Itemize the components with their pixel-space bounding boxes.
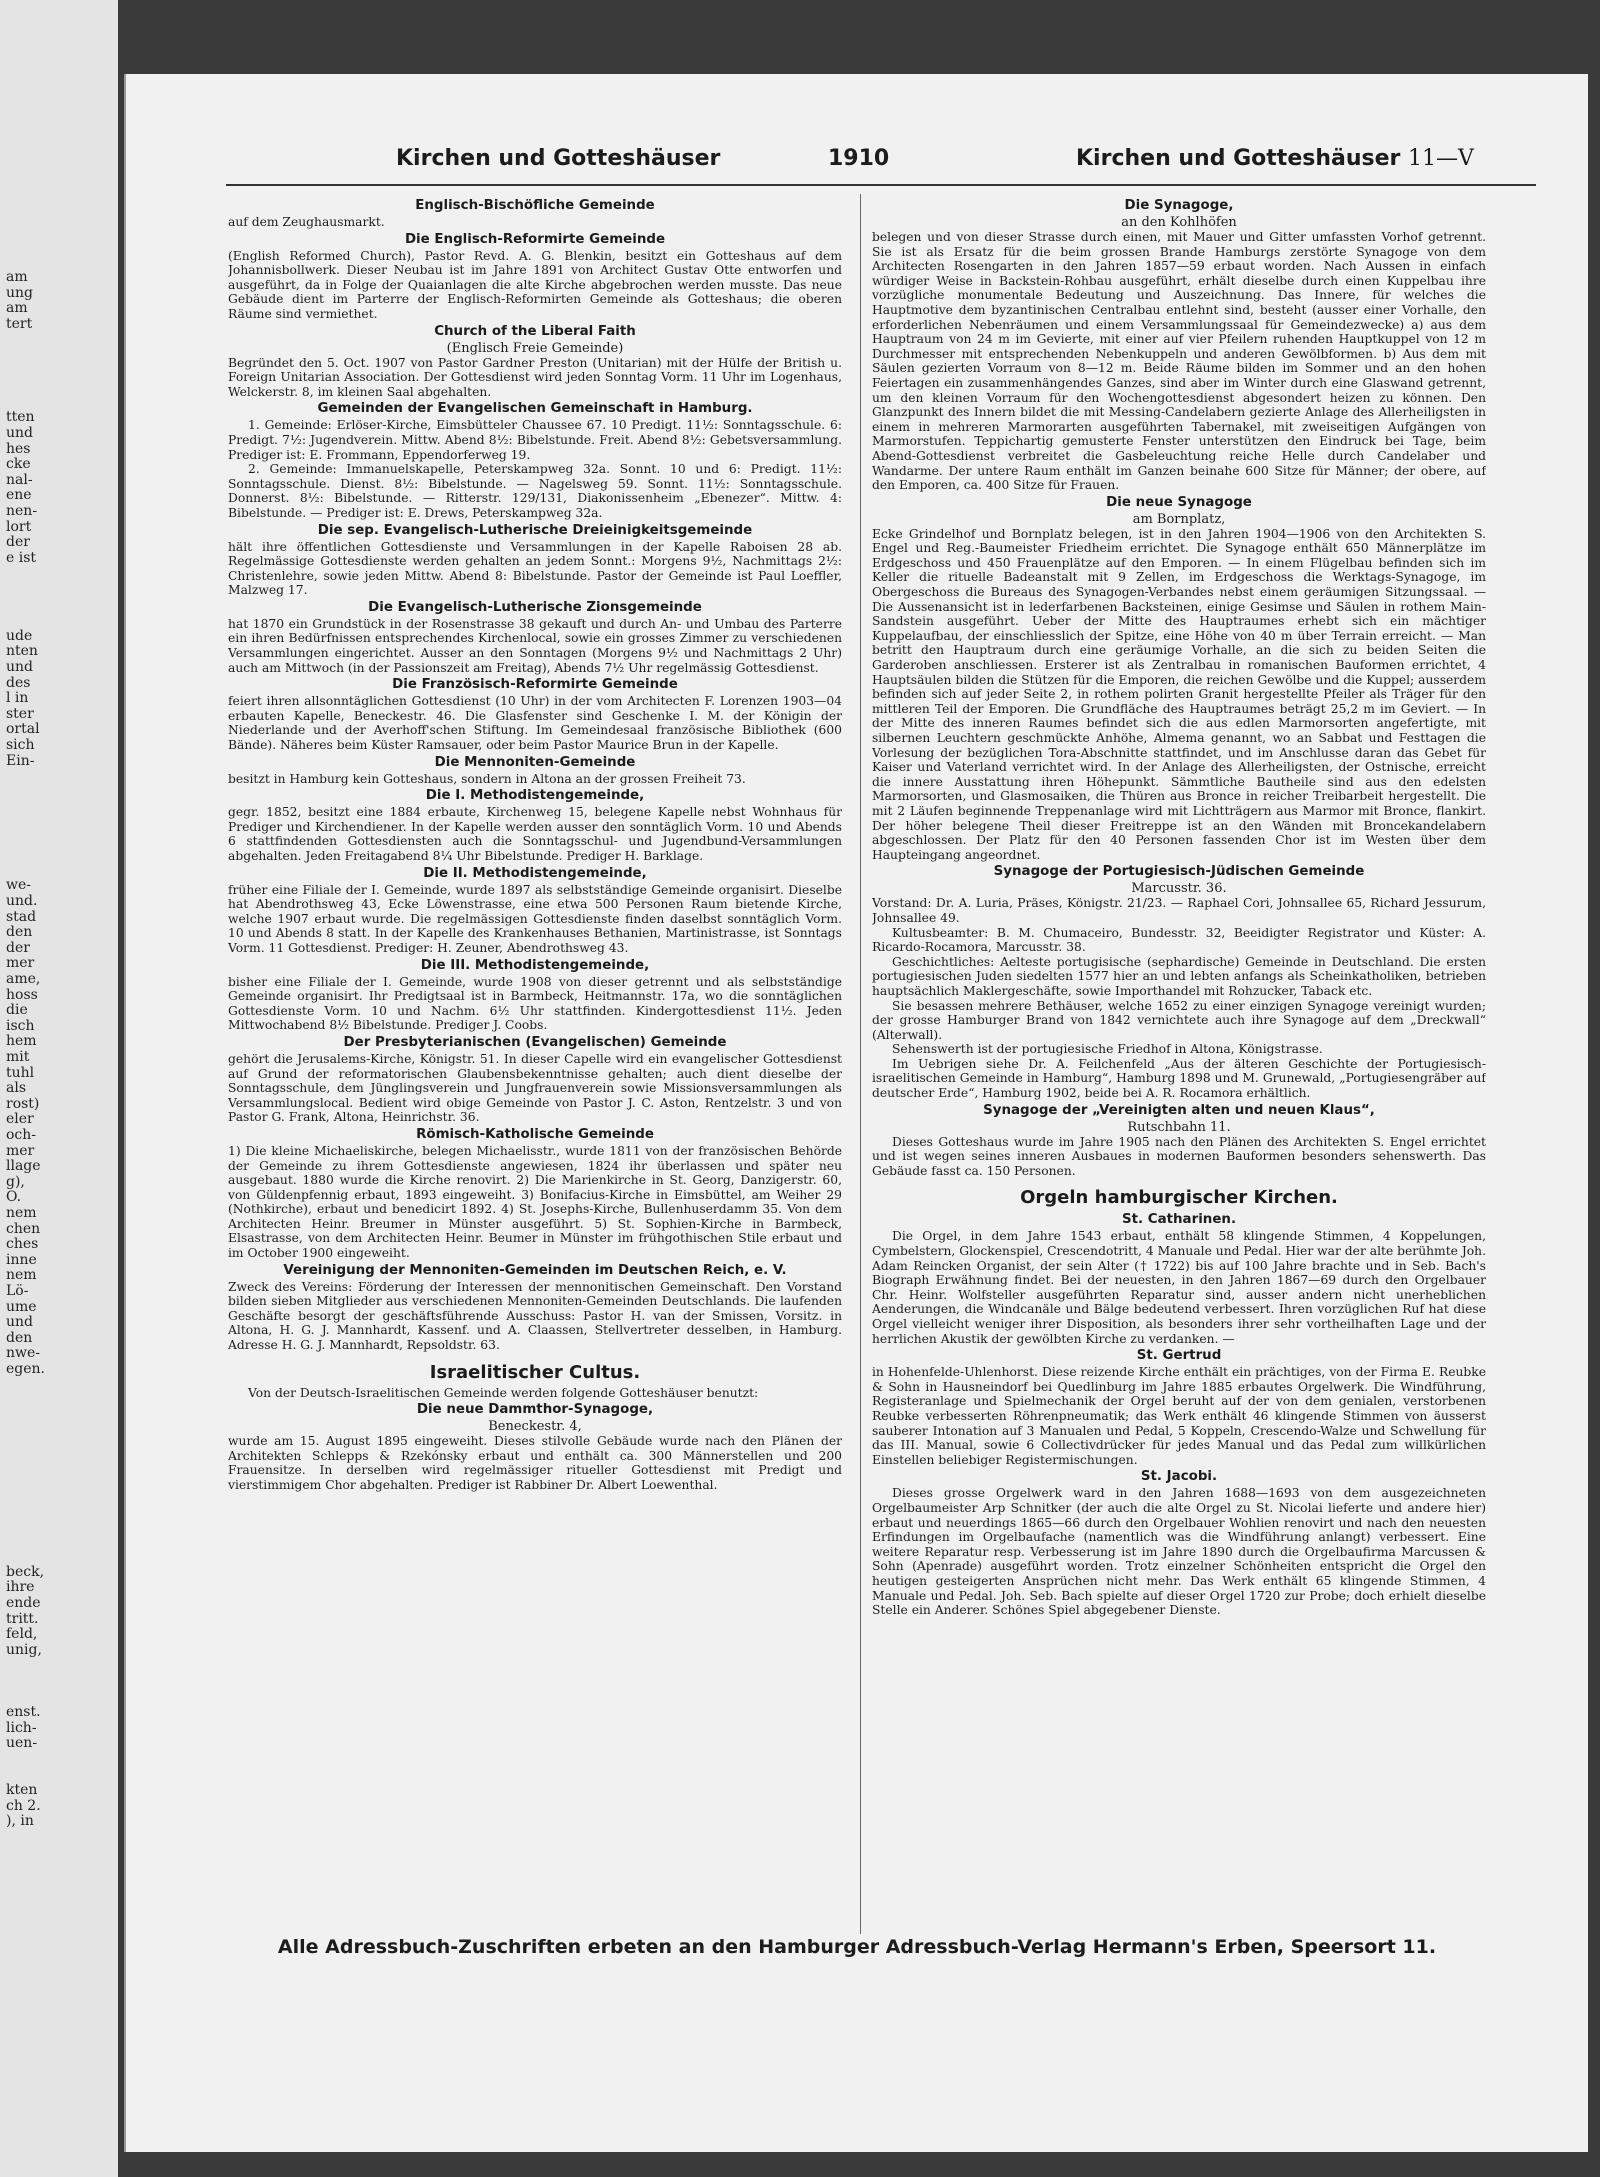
section-paragraph: Sie besassen mehrere Bethäuser, welche 1652 zu einer einzigen Synagoge vereinigt wurden; der grosse Hamburger Brand von 1842 vernichtete auch ihre Synagoge auf dem „Dreckwall“ (Alterwall).: [872, 998, 1486, 1042]
margin-fragment: tert: [6, 315, 33, 332]
margin-fragment: des: [6, 674, 31, 691]
margin-fragment: ende: [6, 1595, 41, 1611]
margin-fragment: ihre: [6, 1579, 35, 1596]
section-paragraph: Kultusbeamter: B. M. Chumaceiro, Bundesstr. 32, Beeidigter Registrator und Küster: A. Ricardo-Rocamora, Marcusstr. 38.: [872, 925, 1486, 955]
margin-fragment: ch 2.: [6, 1797, 41, 1814]
margin-fragment: cke: [6, 456, 31, 473]
article-section: [228, 958, 842, 1033]
margin-fragment: mit: [6, 1049, 30, 1065]
article-section: [872, 495, 1486, 863]
margin-fragment: nem: [6, 1205, 37, 1221]
section-subheading: am Bornplatz,: [1132, 511, 1226, 527]
section-heading: Die II. Methodistengemeinde,: [423, 865, 647, 881]
section-paragraph: Vorstand: Dr. A. Luria, Präses, Königstr. 21/23. — Raphael Cori, Johnsallee 65, Richard Jessurum, Johnsallee 49.: [872, 896, 1486, 925]
section-paragraph: auf dem Zeughausmarkt.: [228, 215, 385, 229]
margin-fragment: e ist: [6, 549, 37, 566]
margin-fragment: chen: [6, 1220, 41, 1237]
section-paragraph: Ecke Grindelhof und Bornplatz belegen, ist in den Jahren 1904—1906 von den Architekten S. Engel und Reg.-Baumeister Friedheim errichtet. Die Synagoge enthält 650 Männerplätze im Erdgeschoss und 450 Frauenplätze auf den Emporen. — In einem Flügelbau befinden sich im Keller die rituelle Badeanstalt mit 9 Zellen, im Erdgeschoss die Werktags-Synagoge, im Obergeschoss die Bureaus des Synagogen-Verbandes nebst einem geräumigen Sitzungssaal. — Die Aussenansicht ist in lederfarbenen Backsteinen, einige Gesimse und Säulen in rothem Main-Sandstein ausgeführt. Ueber der Mitte des Hauptraumes erhebt sich ein mächtiger Kuppelaufbau, der einschliesslich der Spitze, eine Höhe von 40 m über Terrain erreicht. — Man betritt den Hauptraum durch eine geräumige Vorhalle, an die sich zu beiden Seiten die Garderoben anschliessen. Ersterer ist als Zentralbau in romanischen Bauformen errichtet, 4 Hauptsäulen bilden die Stützen für die Emporen, die reichen Gewölbe und die Kuppel; ausserdem befinden sich auf jeder Seite 2, in rothem polirten Granit hergestellte Pfeiler als Träger für den mittleren Teil der Emporen. Die Grundfläche des Hauptraumes beträgt 25,2 m im Geviert. — In der Mitte des inneren Raumes befindet sich die aus edlen Marmorsorten angefertigte, mit silbernen Leuchtern geschmückte Anhöhe, Almema genannt, wo an Sabbat und Festtagen die Vorlesung der bezüglichen Tora-Abschnitte stattfindet, und im Anschlusse daran das Gebet für Kaiser und Vaterland verrichtet wird. In der Anlage des Allerheiligsten, der Ostnische, erreicht die innere Ausstattung ihren Höhepunkt. Sämmtliche Bautheile sind aus den edelsten Marmorsorten, und Glasmosaiken, die Thüren aus Bronce in reicher Treibarbeit hergestellt. Die mit 2 Läufen beginnende Treppenanlage wird mit Lichtträgern aus Marmor mit Bronce, flankirt. Der höher belegene Theil dieser Freitreppe ist an den Wänden mit Broncekandelabern abgeschlossen. Der Platz für den 40 Personen fassenden Chor ist im Westen über dem Haupteingang angeordnet.: [872, 526, 1486, 862]
margin-fragment: inne: [6, 1251, 37, 1268]
margin-fragment: ume: [6, 1298, 37, 1315]
margin-fragment: g),: [6, 1173, 25, 1190]
header-page-number: 11—V: [1408, 146, 1474, 171]
article-section: [228, 600, 842, 675]
margin-fragment: hem: [6, 1033, 37, 1050]
section-paragraph: bisher eine Filiale der I. Gemeinde, wurde 1908 von dieser getrennt und als selbstständige Gemeinde organisirt. Ihr Predigtsaal ist in Barmbeck, Heitmannstr. 17a, wo die sonntäglichen Gottesdienste Vorm. 10 und Nachm. 6½ Uhr stattfinden. Kindergottesdienst 11½. Jeden Mittwochabend 8½ Bibelstunde. Prediger J. Coobs.: [228, 974, 842, 1033]
article-section: [228, 677, 842, 752]
right-column: [872, 196, 1486, 1936]
section-paragraph: Geschichtliches: Aelteste portugisische (sephardische) Gemeinde in Deutschland. Die ersten portugiesischen Juden siedelten 1577 hier an und lebten anfangs als Scheinkatholiken, betrieben hauptsächlich Maklergeschäfte, sowie Importhandel mit Rohzucker, Taback etc.: [872, 954, 1486, 998]
section-heading: Die sep. Evangelisch-Lutherische Dreieinigkeitsgemeinde: [317, 522, 753, 538]
section-paragraph: besitzt in Hamburg kein Gotteshaus, sondern in Altona an der grossen Freiheit 73.: [228, 771, 746, 786]
section-paragraph: gehört die Jerusalems-Kirche, Königstr. 51. In dieser Capelle wird ein evangelischer Gottesdienst auf Grund der reformatorischen Glaubensbekenntnisse gehalten; auch dient dieselbe der Sonntagsschule, dem Jünglingsverein und Jungfrauenverein sowie Missionsversammlungen als Versammlungslocal. Bedient wird obige Gemeinde von Pastor J. C. Aston, Rentzelstr. 3 und von Pastor G. Frank, Altona, Heinrichstr. 36.: [228, 1051, 842, 1125]
margin-fragment: ster: [6, 705, 34, 722]
margin-fragment: und: [6, 425, 33, 441]
margin-fragment: Lö-: [6, 1283, 29, 1299]
header-year: 1910: [828, 146, 890, 171]
section-heading: St. Catharinen.: [1121, 1212, 1237, 1228]
margin-fragment: ame,: [6, 971, 41, 987]
margin-fragment: ortal: [6, 721, 40, 738]
section-paragraph: belegen und von dieser Strasse durch einen, mit Mauer und Gitter umfassten Vorhof getrennt. Sie ist als Ersatz für die beim grossen Brande Hamburgs zerstörte Synagoge von dem Architecten Rosengarten in den Jahren 1857—59 erbaut worden. Nach Aussen in einfach würdiger Weise in Backstein-Rohbau ausgeführt, erhält dieselbe durch einen Kuppelbau ihre vorzügliche monumentale Bedeutung und Auszeichnung. Das Innere, für welches die Hauptmotive dem byzantinischen Centralbau entlehnt sind, besteht (ausser einer Vorhalle, den erforderlichen Nebenräumen und einem Versammlungssaal für Gemeindezwecke) a) aus dem Hauptraum von 24 m im Gevierte, mit einer auf vier Pfeilern ruhenden Hauptkuppel von 12 m Durchmesser mit entsprechenden Nebenkuppeln und anderen Gewölbformen. b) Aus dem mit Säulen gezierten Vorraum von 8—12 m. Beide Räume bilden im Sommer und an den hohen Feiertagen ein zusammenhängendes Ganzes, sind aber im Winter durch eine Glaswand getrennt, um den kleinen Vorraum für den Wochengottesdienst abgesondert heizen zu können. Den Glanzpunkt des Innern bildet die mit Messing-Candelabern gezierte Anlage des Allerheiligsten in einem in mehreren Marmorarten ausgeführten Tabernakel, mit zweiseitigen Aufgängen von Marmorstufen. Teppichartig gemusterte Fenster unterstützen den Eindruck bei Tage, beim Abend-Gottesdienst verbreitet die Gasbeleuchtung reiche Helle durch Candelaber und Wandarme. Der untere Raum enthält im Ganzen beinahe 600 Sitze für Männer; der obere, auf den Emporen, ca. 400 Sitze für Frauen.: [872, 230, 1486, 493]
section-heading: St. Gertrud: [1136, 1348, 1222, 1364]
margin-fragment: beck,: [6, 1563, 45, 1580]
section-paragraph: 1) Die kleine Michaeliskirche, belegen Michaelisstr., wurde 1811 von der französischen Behörde der Gemeinde zu ihrem Gottesdienste angewiesen, 1824 ihr überlassen und später neu ausgebaut. 1880 wurde die Kirche renovirt. 2) Die Marienkirche in St. Georg, Danzigerstr. 60, von Güldenpfennig erbaut, 1893 eingeweiht. 3) Bonifacius-Kirche in Eimsbüttel, am Weiher 29 (Nothkirche), erbaut und benedicirt 1892. 4) St. Josephs-Kirche, Bullenhuserdamm 35. Von dem Architecten Heinr. Breumer in Münster ausgeführt. 5) St. Sophien-Kirche in Barmbeck, Elsastrasse, von dem Architecten Heinr. Beumer in Münster im frühgothischen Stile erbaut und im October 1900 eingeweiht.: [228, 1143, 842, 1261]
margin-fragment: hoss: [6, 986, 38, 1003]
article-section: [872, 864, 1486, 1100]
margin-fragment: nal-: [6, 471, 33, 488]
article-section: [872, 1348, 1486, 1467]
header-right-title: Kirchen und Gotteshäuser: [1076, 146, 1401, 171]
margin-fragment: stad: [6, 908, 37, 925]
section-heading: Die Mennoniten-Gemeinde: [434, 754, 636, 770]
margin-fragment: mer: [6, 955, 35, 972]
margin-fragment: l in: [6, 690, 29, 707]
article-section: [228, 1361, 842, 1401]
section-paragraph: hat 1870 ein Grundstück in der Rosenstrasse 38 gekauft und durch An- und Umbau des Parterre ein ihren Bedürfnissen entsprechendes Kirchenlocal, sowie ein grosses Zimmer zu verschiedenen Versammlungen eingerichtet. Ausser an den Sonntagen (Morgens 9½ und Nachmittags 2 Uhr) auch am Mittwoch (in der Passionszeit am Freitag), Abends 7½ Uhr regelmässig Gottesdienst.: [228, 616, 842, 675]
margin-fragment: mer: [6, 1142, 35, 1159]
margin-fragment: ung: [6, 284, 33, 301]
article-section: [228, 401, 842, 520]
margin-fragment: den: [6, 924, 33, 941]
section-subheading: Rutschbahn 11.: [1127, 1119, 1231, 1135]
section-heading: Die I. Methodistengemeinde,: [425, 788, 645, 804]
article-section: [228, 1402, 842, 1492]
margin-fragment: Ein-: [6, 752, 35, 769]
section-subheading: Beneckestr. 4,: [488, 1419, 582, 1435]
section-subheading: an den Kohlhöfen: [1121, 215, 1237, 230]
margin-fragment: nen-: [6, 503, 38, 519]
section-heading: Die neue Synagoge: [1106, 494, 1252, 510]
margin-fragment: unig,: [6, 1641, 42, 1658]
section-heading: Englisch-Bischöfliche Gemeinde: [415, 198, 655, 213]
margin-fragment: und: [6, 1314, 33, 1331]
margin-fragment: rost): [6, 1095, 40, 1112]
margin-fragment: am: [6, 300, 28, 317]
article-section: [228, 198, 842, 230]
margin-fragment: tten: [6, 409, 35, 426]
margin-fragment: och-: [6, 1127, 37, 1143]
margin-fragment: lich-: [6, 1719, 37, 1736]
margin-fragment: tritt.: [6, 1610, 39, 1627]
section-heading: Die Französisch-Reformirte Gemeinde: [392, 677, 678, 693]
section-paragraph: hält ihre öffentlichen Gottesdienste und Versammlungen in der Kapelle Raboisen 28 ab. Regelmässige Gottesdienste werden gehalten an jedem Sonnt.: Morgens 9½, Nachmittags 2½: Christenlehre, sowie jeden Mittw. Abend 8: Bibelstunde. Pastor der Gemeinde ist Paul Loeffler, Malzweg 17.: [228, 539, 842, 598]
margin-fragment: we-: [6, 877, 31, 894]
section-paragraph: Begründet den 5. Oct. 1907 von Pastor Gardner Preston (Unitarian) mit der Hülfe der British u. Foreign Unitarian Association. Der Gottesdienst wird jeden Sonntag Vorm. 11 Uhr im Logenhaus, Welckerstr. 8, im kleinen Saal abgehalten.: [228, 355, 842, 399]
article-section: [228, 1127, 842, 1261]
newspaper-page: [124, 74, 1588, 2152]
section-paragraph: wurde am 15. August 1895 eingeweiht. Dieses stilvolle Gebäude wurde nach den Plänen der Architekten Schlepps & Rzekónsky erbaut und enthält ca. 300 Männerstellen und 200 Frauensitze. In derselben wird regelmässiger ritueller Gottesdienst mit Predigt und vierstimmigem Chor abgehalten. Prediger ist Rabbiner Dr. Albert Loewenthal.: [228, 1434, 842, 1492]
section-paragraph: (English Reformed Church), Pastor Revd. A. G. Blenkin, besitzt ein Gotteshaus auf dem Johannisbollwerk. Dieser Neubau ist im Jahre 1891 von Architect Gustav Otte entworfen und ausgeführt, da in Folge der Quaianlagen die alte Kirche abgebrochen werden musste. Das neue Gebäude dient im Parterre der Englisch-Reformirten Gemeinde als Gotteshaus; die oberen Räume sind vermiethet.: [228, 248, 842, 321]
margin-fragment: kten: [6, 1782, 38, 1799]
section-heading: Die neue Dammthor-Synagoge,: [416, 1402, 654, 1418]
margin-fragment: eler: [6, 1111, 34, 1128]
margin-fragment: die: [6, 1002, 28, 1019]
section-heading: Vereinigung der Mennoniten-Gemeinden im Deutschen Reich, e. V.: [283, 1262, 787, 1278]
section-heading: Die Evangelisch-Lutherische Zionsgemeinde: [368, 599, 702, 615]
margin-fragment: der: [6, 939, 30, 956]
margin-fragment: enst.: [6, 1704, 41, 1721]
section-heading: St. Jacobi.: [1140, 1469, 1218, 1485]
article-section: [872, 1212, 1486, 1346]
margin-fragment: hes: [6, 440, 31, 457]
margin-fragment: und.: [6, 893, 38, 909]
article-section: [228, 755, 842, 787]
header-left-title: Kirchen und Gotteshäuser: [396, 146, 721, 171]
article-section: [872, 1469, 1486, 1617]
section-heading: Synagoge der Portugiesisch-Jüdischen Gemeinde: [993, 864, 1365, 880]
column-divider: [860, 194, 861, 1934]
section-heading: Der Presbyterianischen (Evangelischen) Gemeinde: [343, 1034, 727, 1050]
article-section: [872, 1186, 1486, 1210]
section-paragraph: in Hohenfelde-Uhlenhorst. Diese reizende Kirche enthält ein prächtiges, von der Firma E. Reubke & Sohn in Hausneindorf bei Quedlinburg im Jahre 1885 erbautes Orgelwerk. Die Windführung, Registeranlage und Spielmechanik der Orgel beruht auf der von dem genialen, verstorbenen Reubke verbesserten Röhrenpneumatik; das Werk enthält 46 klingende Stimmen von äusserst sauberer Intonation auf 3 Manualen und Pedal, 5 Koppeln, Crescendo-Walze und Schwellung für das III. Manual, sowie 6 Collectivdrücker für jedes Manual und das Pedal zum willkürlichen Einstellen beliebiger Registermischungen.: [872, 1365, 1486, 1467]
margin-fragment: als: [6, 1080, 27, 1097]
margin-fragment: isch: [6, 1017, 35, 1034]
section-heading: Die III. Methodistengemeinde,: [420, 957, 650, 973]
page-footer: Alle Adressbuch-Zuschriften erbeten an den Hamburger Adressbuch-Verlag Hermann's Erben, Speersort 11.: [277, 1936, 1437, 1958]
article-section: [228, 523, 842, 598]
section-paragraph: Dieses Gotteshaus wurde im Jahre 1905 nach den Plänen des Architekten S. Engel errichtet und ist wegen seines inneren Ausbaues in modernen Bauformen besonders sehenswerth. Das Gebäude fasst ca. 150 Personen.: [872, 1134, 1486, 1178]
section-heading: Die Synagoge,: [1124, 198, 1234, 213]
margin-fragment: uen-: [6, 1735, 38, 1752]
section-heading: Die Englisch-Reformirte Gemeinde: [404, 231, 666, 247]
margin-fragment: und: [6, 659, 33, 675]
section-paragraph: Von der Deutsch-Israelitischen Gemeinde werden folgende Gotteshäuser benutzt:: [248, 1385, 759, 1400]
section-heading: Church of the Liberal Faith: [434, 323, 636, 339]
article-section: [228, 1263, 842, 1353]
margin-fragment: lort: [6, 518, 32, 535]
margin-fragment: ude: [6, 627, 33, 644]
section-paragraph: Die Orgel, in dem Jahre 1543 erbaut, enthält 58 klingende Stimmen, 4 Koppelungen, Cymbelstern, Glockenspiel, Crescendotritt, 4 Manuale und Pedal. Hier war der alte berühmte Joh. Adam Reincken Organist, der sein Alter († 1722) bis auf 100 Jahre brachte und in Seb. Bach's Biograph Erwähnung findet. Bei der neuesten, in den Jahren 1867—69 durch den Orgelbauer Chr. Heinr. Wolfsteller ausgeführten Reparatur sind, ausser andern nicht unerheblichen Aenderungen, die Windcanäle und Bälge bedeutend verbessert. Ihren vorzüglichen Ruf hat diese Orgel vielleicht weniger ihrer Disposition, als besonders ihrer sehr vortheilhaften Lage und der herrlichen Akustik der gewölbten Kirche zu verdanken. —: [872, 1229, 1486, 1346]
article-section: [228, 324, 842, 400]
margin-fragment: O.: [6, 1189, 22, 1206]
section-heading: Israelitischer Cultus.: [429, 1361, 641, 1383]
article-section: [228, 866, 842, 956]
margin-fragment: nwe-: [6, 1345, 41, 1362]
margin-fragment: ), in: [6, 1813, 34, 1830]
margin-fragment: den: [6, 1329, 33, 1346]
article-section: [228, 1035, 842, 1125]
article-section: [872, 1103, 1486, 1179]
section-paragraph: 2. Gemeinde: Immanuelskapelle, Peterskampweg 32a. Sonnt. 10 und 6: Predigt. 11½: Sonntagsschule. Dienst. 8½: Bibelstunde. — Nagelsweg 59. Sonnt. 11½: Sonntagsschule. Donnerst. 8½: Bibelstunde. — Ritterstr. 129/131, Diakonissenheim „Ebenezer“. Mittw. 4: Bibelstunde. — Prediger ist: E. Drews, Peterskampweg 32a.: [228, 462, 842, 520]
section-paragraph: Im Uebrigen siehe Dr. A. Feilchenfeld „Aus der älteren Geschichte der Portugiesisch-israelitischen Gemeinde in Hamburg“, Hamburg 1898 und M. Grunewald, „Portugiesengräber auf deutscher Erde“, Hamburg 1902, beide bei A. R. Rocamora erhältlich.: [872, 1056, 1486, 1101]
page-header: [126, 146, 1588, 182]
margin-fragment: sich: [6, 737, 35, 753]
section-paragraph: 1. Gemeinde: Erlöser-Kirche, Eimsbütteler Chaussee 67. 10 Predigt. 11½: Sonntagsschule. 6: Predigt. 7½: Jugendverein. Mittw. Abend 8½: Bibelstunde. Freit. Abend 8½: Gebetsversammlung. Prediger ist: E. Frommann, Eppendorferweg 19.: [228, 418, 842, 462]
section-paragraph: feiert ihren allsonntäglichen Gottesdienst (10 Uhr) in der vom Architecten F. Lorenzen 1903—04 erbauten Kapelle, Beneckestr. 46. Die Glasfenster sind Geschenke I. M. der Königin der Niederlande und der Averhoff'schen Stiftung. Im Gemeindesaal französische Bibliothek (600 Bände). Näheres beim Küster Ramsauer, oder beim Pastor Maurice Brun in der Kapelle.: [228, 694, 842, 753]
section-paragraph: Zweck des Vereins: Förderung der Interessen der mennonitischen Gemeinschaft. Den Vorstand bilden sieben Mitglieder aus verschiedenen Mennoniten-Gemeinden Deutschlands. Die laufenden Geschäfte besorgt der geschäftsführende Ausschuss: Pastor H. van der Smissen, Vorsitz. in Altona, H. G. J. Mannhardt, Kassenf. und A. Claassen, Stellvertreter desselben, in Hamburg. Adresse H. G. J. Mannhardt, Repsoldstr. 63.: [228, 1279, 842, 1353]
margin-fragment: feld,: [6, 1626, 38, 1643]
article-section: [872, 198, 1486, 493]
margin-fragment: llage: [6, 1158, 41, 1175]
margin-fragment: nten: [6, 643, 38, 660]
left-column: [228, 196, 842, 1936]
section-subheading: (Englisch Freie Gemeinde): [446, 340, 624, 356]
section-paragraph: Dieses grosse Orgelwerk ward in den Jahren 1688—1693 von dem ausgezeichneten Orgelbaumeister Arp Schnitker (der auch die alte Orgel zu St. Nicolai lieferte und andere hier) erbaut und neuerdings 1865—66 durch den Orgelbauer Wohlien renovirt und nach den neuesten Erfindungen im Orgelbaufache (namentlich was die Windführung anlangt) verbessert. Eine weitere Reparatur resp. Verbesserung ist im Jahre 1890 durch die Orgelbaufirma Marcussen & Sohn (Apenrade) ausgeführt worden. Trotz einzelner Schönheiten entspricht die Orgel den heutigen gesteigerten Ansprüchen nicht mehr. Das Werk enthält 65 klingende Stimmen, 4 Manuale und Pedal. Joh. Seb. Bach spielte auf dieser Orgel 1720 zur Probe; doch erhielt dieselbe Stelle ein Anderer. Schönes Spiel abgegebener Dienste.: [872, 1486, 1486, 1618]
section-heading: Römisch-Katholische Gemeinde: [416, 1126, 654, 1142]
section-paragraph: Sehenswerth ist der portugiesische Friedhof in Altona, Königstrasse.: [892, 1042, 1323, 1057]
margin-fragment: ches: [6, 1236, 39, 1253]
margin-fragment: ene: [6, 487, 32, 504]
section-paragraph: gegr. 1852, besitzt eine 1884 erbaute, Kirchenweg 15, belegene Kapelle nebst Wohnhaus für Prediger und Kirchendiener. In der Kapelle werden ausser den sonntäglich Vorm. 10 und Abends 6 stattfindenden Gottesdiensten auch die Sonntagsschul- und Jugendbund-Versammlungen abgehalten. Jeden Freitagabend 8¼ Uhr Bibelstunde. Prediger H. Barklage.: [228, 805, 842, 863]
section-heading: Gemeinden der Evangelischen Gemeinschaft in Hamburg.: [317, 401, 753, 417]
article-section: [228, 788, 842, 863]
section-heading: Orgeln hamburgischer Kirchen.: [1020, 1187, 1338, 1209]
section-paragraph: früher eine Filiale der I. Gemeinde, wurde 1897 als selbstständige Gemeinde organisirt. Dieselbe hat Abendrothsweg 43, Ecke Löwenstrasse, eine etwa 500 Personen Raum bietende Kirche, welche 1907 erbaut wurde. Die regelmässigen Gottesdienste finden daselbst sonntäglich Vorm. 10 und Abends 8 statt. In der Kapelle des Krankenhauses Bethanien, Martinistrasse, ist Sonntags Vorm. 11 Gottesdienst. Prediger: H. Zeuner, Abendrothsweg 43.: [228, 882, 842, 955]
margin-fragment: am: [6, 269, 28, 285]
margin-fragment: nem: [6, 1267, 37, 1284]
header-rule: [226, 184, 1536, 186]
margin-fragment: tuhl: [6, 1064, 35, 1081]
section-subheading: Marcusstr. 36.: [1131, 881, 1227, 897]
margin-fragment: der: [6, 534, 30, 551]
adjacent-page-strip: [0, 0, 118, 2177]
article-section: [228, 232, 842, 322]
margin-fragment: egen.: [6, 1361, 45, 1377]
section-heading: Synagoge der „Vereinigten alten und neuen Klaus“,: [983, 1102, 1375, 1118]
